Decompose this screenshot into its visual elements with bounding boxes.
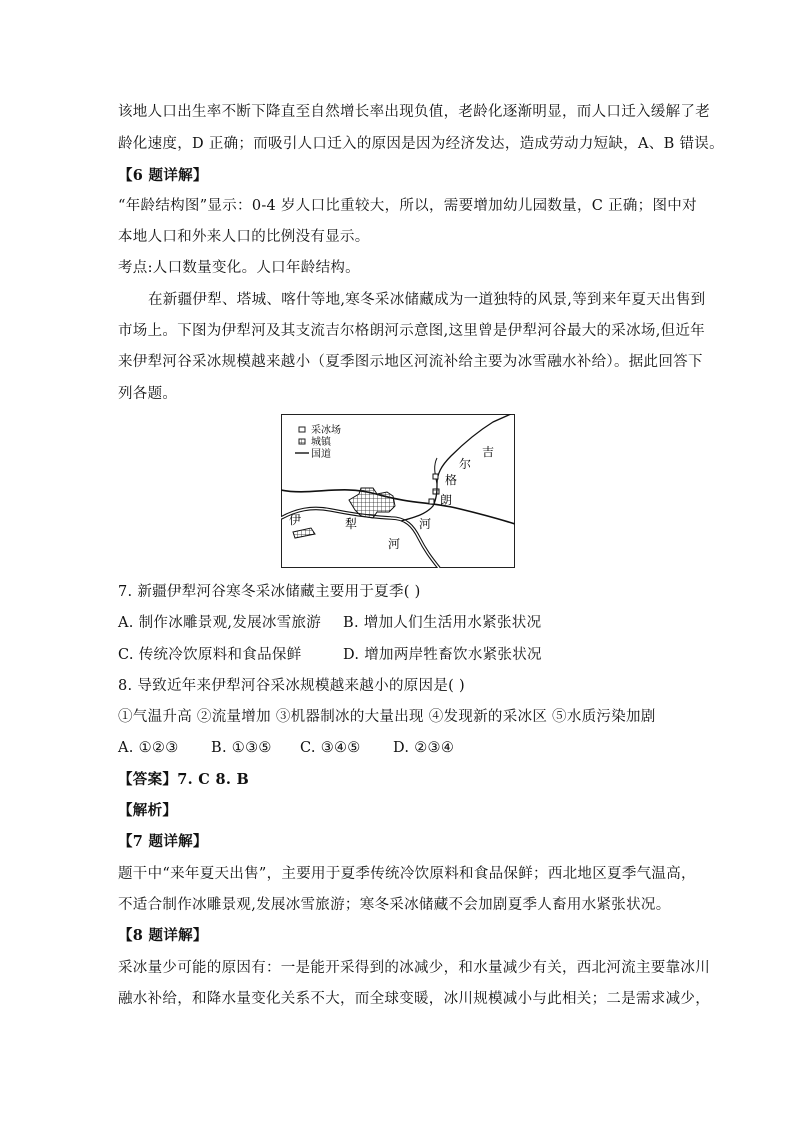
paragraph-line: 列各题。 — [118, 386, 178, 402]
legend-label: 城镇 — [311, 437, 331, 448]
paragraph-line: 该地人口出生率不断下降直至自然增长率出现负值，老龄化逐渐明显，而人口迁入缓解了老 — [118, 104, 710, 120]
ice-field-icon — [299, 427, 305, 432]
map-label: 犁 — [345, 517, 358, 531]
map-label: 河 — [419, 517, 432, 531]
option-7a: A. 制作冰雕景观,发展冰雪旅游 — [118, 615, 322, 631]
option-7b: B. 增加人们生活用水紧张状况 — [343, 615, 542, 631]
river-map-figure — [281, 414, 515, 568]
question-8: 8. 导致近年来伊犁河谷采冰规模越来越小的原因是( ) — [118, 678, 465, 694]
paragraph-line: 采冰量少可能的原因有：一是能开采得到的冰减少，和水量减少有关，西北河流主要靠冰川 — [118, 960, 710, 976]
paragraph-line: 本地人口和外来人口的比例没有显示。 — [118, 229, 370, 245]
town-icon — [299, 439, 305, 444]
paragraph-line: 来伊犁河谷采冰规模越来越小（夏季图示地区河流补给主要为冰雪融水补给）。据此回答下 — [118, 354, 703, 370]
option-7c: C. 传统冷饮原料和食品保鲜 — [118, 647, 302, 663]
question-8-items: ①气温升高 ②流量增加 ③机器制冰的大量出现 ④发现新的采冰区 ⑤水质污染加剧 — [118, 709, 656, 725]
paragraph-line: 龄化速度，D 正确；而吸引人口迁入的原因是因为经济发达，造成劳动力短缺，A、B 错误。 — [118, 136, 724, 152]
section-heading: 【8 题详解】 — [118, 927, 208, 944]
paragraph-line: 题干中“来年夏天出售”，主要用于夏季传统冷饮原料和食品保鲜；西北地区夏季气温高， — [118, 866, 696, 882]
paragraph-line: 融水补给，和降水量变化关系不大，而全球变暖，冰川规模减小与此相关；二是需求减少， — [118, 991, 710, 1007]
paragraph-line: “年龄结构图”显示：0-4 岁人口比重较大，所以，需要增加幼儿园数量，C 正确；图中对 — [118, 198, 697, 214]
map-label: 尔 — [459, 457, 472, 471]
map-label: 河 — [388, 537, 401, 551]
paragraph-line: 在新疆伊犁、塔城、喀什等地,寒冬采冰储藏成为一道独特的风景,等到来年夏天出售到 — [148, 292, 706, 308]
section-heading: 【7 题详解】 — [118, 833, 208, 850]
paragraph-line: 不适合制作冰雕景观,发展冰雪旅游；寒冬采冰储藏不会加剧夏季人畜用水紧张状况。 — [118, 897, 671, 913]
section-heading: 【解析】 — [118, 802, 178, 819]
map-label: 格 — [445, 473, 458, 487]
option-8c: C. ③④⑤ — [300, 740, 361, 756]
map-label: 伊 — [289, 513, 302, 527]
legend-label: 国道 — [311, 449, 331, 460]
option-8a: A. ①②③ — [118, 740, 179, 756]
answer-line: 【答案】7. C 8. B — [118, 771, 250, 788]
paragraph-line: 考点:人口数量变化。人口年龄结构。 — [118, 260, 360, 276]
legend-label: 采冰场 — [311, 425, 341, 436]
paragraph-line: 市场上。下图为伊犁河及其支流吉尔格朗河示意图,这里曾是伊犁河谷最大的采冰场,但近年 — [118, 323, 706, 339]
map-label: 朗 — [440, 493, 453, 507]
option-7d: D. 增加两岸牲畜饮水紧张状况 — [343, 647, 542, 663]
town-marker — [433, 489, 439, 494]
question-7: 7. 新疆伊犁河谷寒冬采冰储藏主要用于夏季( ) — [118, 584, 421, 600]
ice-field-marker — [429, 499, 434, 504]
ice-field-marker — [433, 474, 438, 479]
section-heading: 【6 题详解】 — [118, 167, 208, 184]
option-8d: D. ②③④ — [393, 740, 455, 756]
option-8b: B. ①③⑤ — [211, 740, 272, 756]
map-label: 吉 — [482, 445, 495, 459]
